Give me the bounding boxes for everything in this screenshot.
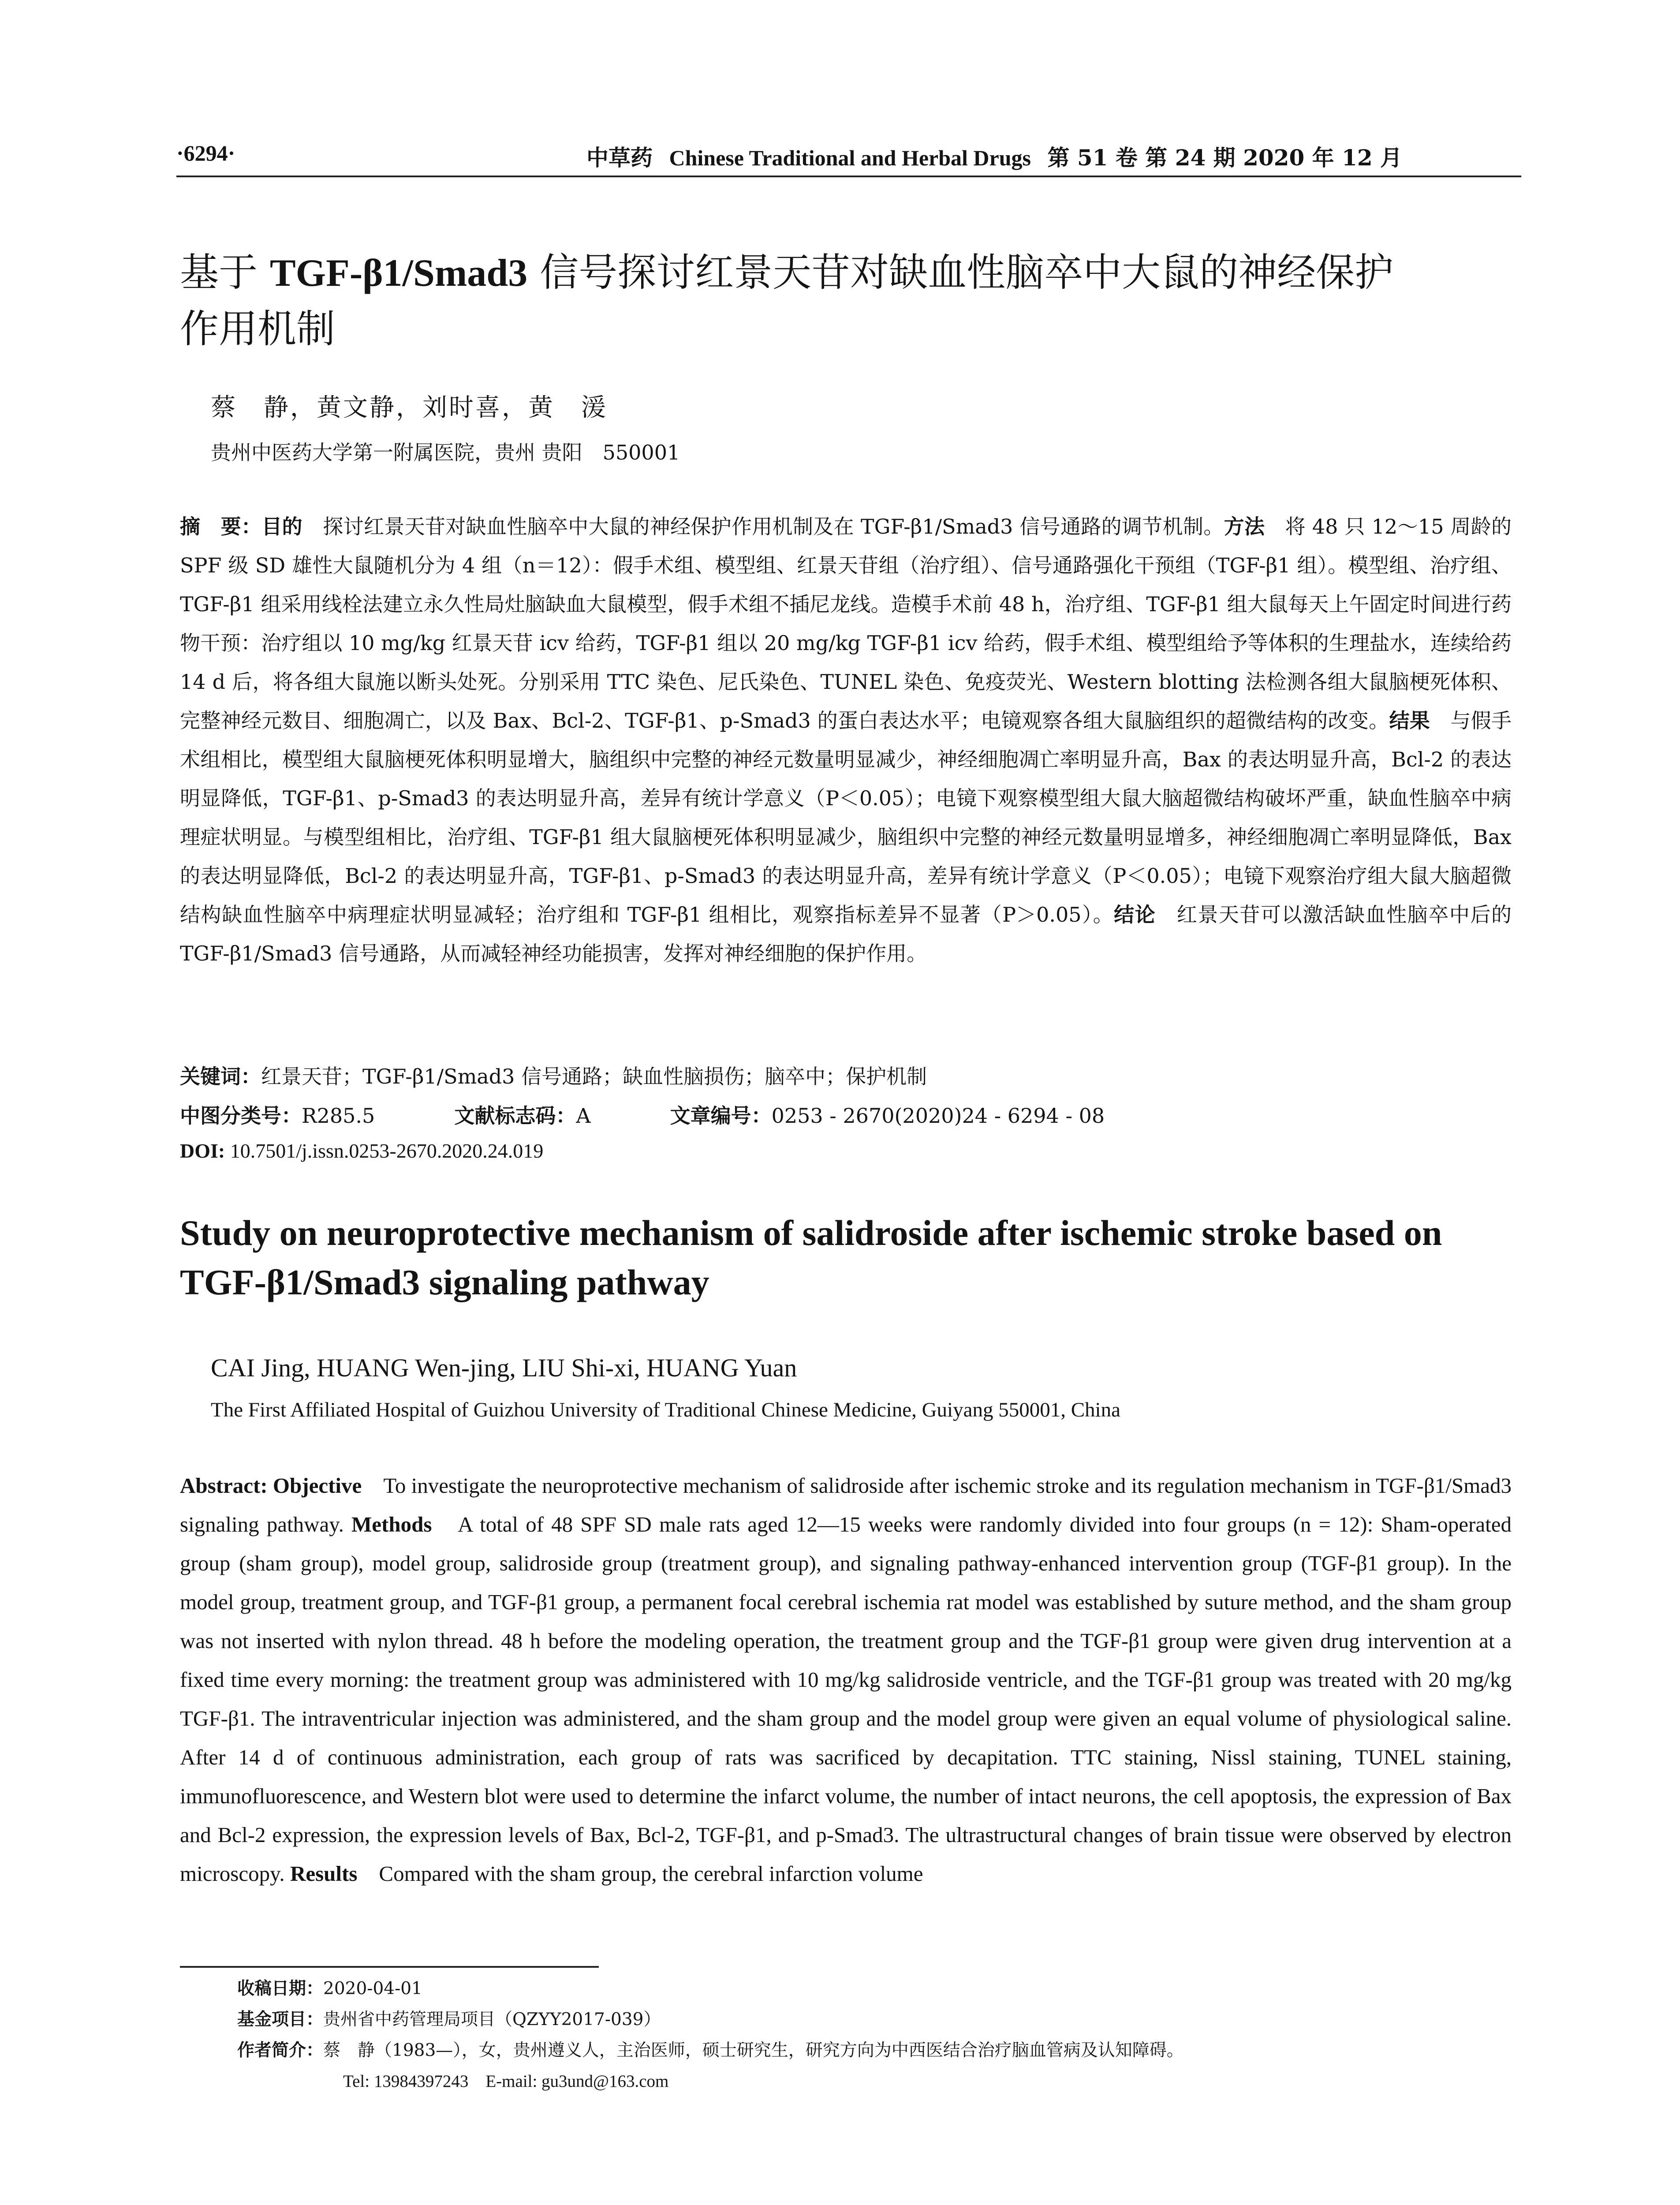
title-cn-part: 基于 <box>180 250 270 295</box>
author-bio-label: 作者简介： <box>237 2041 324 2060</box>
page-number: ·6294· <box>176 141 235 165</box>
journal-issue: 第 51 卷 第 24 期 2020 年 12 月 <box>1047 145 1403 171</box>
title-cn-latin: TGF-β1/Smad3 <box>269 252 528 295</box>
objective-label: 目的 <box>261 515 302 538</box>
doi-line <box>180 1139 543 1162</box>
keywords-line <box>180 1061 927 1090</box>
abstract-objective-label: Abstract: Objective <box>180 1473 362 1498</box>
footnote-rule <box>180 1966 599 1968</box>
journal-name-cn: 中草药 <box>586 145 653 171</box>
keywords-text: 红景天苷；TGF-β1/Smad3 信号通路；缺血性脑损伤；脑卒中；保护机制 <box>261 1065 927 1088</box>
keywords-label: 关键词： <box>180 1065 261 1088</box>
conclusion-label: 结论 <box>1114 903 1156 927</box>
footnote-author-bio <box>237 2037 1184 2061</box>
chinese-abstract <box>180 507 1512 973</box>
en-objective-text: To investigate the neuroprotective mechanism of salidroside after ischemic stroke and its regulation mechanism in TGF-β1/Smad3 signaling pathway. <box>180 1473 1512 1536</box>
en-methods-text: A total of 48 SPF SD male rats aged 12—15 weeks were randomly divided into four groups (n = 12): Sham-operated group (sham group), model group, salidroside group (treatment group), and signaling pathway-enhanced intervention group (TGF-β1 group). In the model group, treatment group, and TGF-β1 group, a permanent focal cerebral ischemia rat model was established by suture method, and the sham group was not inserted with nylon thread. 48 h before the modeling operation, the treatment group and the TGF-β1 group were given drug intervention at a fixed time every morning: the treatment group was administered with 10 mg/kg salidroside ventricle, and the TGF-β1 group was treated with 20 mg/kg TGF-β1. The intraventricular injection was administered, and the sham group and the model group were given an equal volume of physiological saline. After 14 d of continuous administration, each group of rats was sacrificed by decapitation. TTC staining, Nissl staining, TUNEL staining, immunofluorescence, and Western blot were used to determine the infarct volume, the number of intact neurons, the cell apoptosis, the expression of Bax and Bcl-2 expression, the expression levels of Bax, Bcl-2, TGF-β1, and p-Smad3. The ultrastructural changes of brain tissue were observed by electron microscopy. <box>180 1512 1512 1886</box>
en-methods-label: Methods <box>351 1512 432 1536</box>
doi-label: DOI: <box>180 1140 225 1162</box>
conclusion-text: 红景天苷可以激活缺血性脑卒中后的 TGF-β1/Smad3 信号通路，从而减轻神经功能损害，发挥对神经细胞的保护作用。 <box>180 903 1512 965</box>
article-no-label: 文章编号： <box>670 1104 772 1128</box>
abstract-label: 摘 要： <box>180 515 262 538</box>
clc-label: 中图分类号： <box>180 1104 302 1128</box>
classification-line <box>180 1100 1105 1129</box>
english-abstract <box>180 1466 1512 1893</box>
english-title: Study on neuroprotective mechanism of salidroside after ischemic stroke based on TGF-β1/Smad3 signaling pathway <box>180 1213 1442 1302</box>
methods-label: 方法 <box>1224 515 1265 538</box>
results-label: 结果 <box>1389 709 1430 733</box>
results-text: 与假手术组相比，模型组大鼠脑梗死体积明显增大，脑组织中完整的神经元数量明显减少，神经细胞凋亡率明显升高，Bax 的表达明显升高，Bcl-2 的表达明显降低，TGF-β1、p-Smad3 的表达明显升高，差异有统计学意义（P＜0.05）；电镜下观察模型组大鼠大脑超微结构破坏严重，缺血性脑卒中病理症状明显。与模型组相比，治疗组、TGF-β1 组大鼠脑梗死体积明显减少，脑组织中完整的神经元数量明显增多，神经细胞凋亡率明显降低，Bax 的表达明显降低，Bcl-2 的表达明显升高，TGF-β1、p-Smad3 的表达明显升高，差异有统计学意义（P＜0.05）；电镜下观察治疗组大鼠大脑超微结构缺血性脑卒中病理症状明显减轻；治疗组和 TGF-β1 组相比，观察指标差异不显著（P＞0.05）。 <box>180 709 1512 927</box>
running-header <box>176 140 1521 176</box>
fund-text: 贵州省中药管理局项目（QZYY2017-039） <box>323 2010 661 2029</box>
header-rule <box>176 176 1521 177</box>
chinese-authors: 蔡 静，黄文静，刘时喜，黄 湲 <box>211 393 608 422</box>
fund-label: 基金项目： <box>237 2010 324 2029</box>
en-results-text: Compared with the sham group, the cerebral infarction volume <box>357 1861 923 1886</box>
english-authors: CAI Jing, HUANG Wen-jing, LIU Shi-xi, HUANG Yuan <box>211 1353 797 1382</box>
footnote-fund <box>237 2006 661 2030</box>
doc-code-label: 文献标志码： <box>454 1104 576 1128</box>
footnote-contact: Tel: 13984397243 E-mail: gu3und@163.com <box>343 2072 669 2091</box>
received-date: 2020-04-01 <box>323 1979 422 1999</box>
title-cn-line2: 作用机制 <box>180 306 336 351</box>
chinese-title <box>180 245 1503 357</box>
author-bio-text: 蔡 静（1983—），女，贵州遵义人，主治医师，硕士研究生，研究方向为中西医结合治疗脑血管病及认知障碍。 <box>323 2041 1184 2060</box>
chinese-affiliation: 贵州中医药大学第一附属医院，贵州 贵阳 550001 <box>211 441 680 464</box>
doi-value[interactable]: 10.7501/j.issn.0253-2670.2020.24.019 <box>225 1140 544 1162</box>
doc-code-value: A <box>576 1104 591 1128</box>
methods-text: 将 48 只 12～15 周龄的 SPF 级 SD 雄性大鼠随机分为 4 组（n＝12）：假手术组、模型组、红景天苷组（治疗组）、信号通路强化干预组（TGF-β1 组）。模型组、治疗组、TGF-β1 组采用线栓法建立永久性局灶脑缺血大鼠模型，假手术组不插尼龙线。造模手术前 48 h，治疗组、TGF-β1 组大鼠每天上午固定时间进行药物干预：治疗组以 10 mg/kg 红景天苷 icv 给药，TGF-β1 组以 20 mg/kg TGF-β1 icv 给药，假手术组、模型组给予等体积的生理盐水，连续给药 14 d 后，将各组大鼠施以断头处死。分别采用 TTC 染色、尼氏染色、TUNEL 染色、免疫荧光、Western blotting 法检测各组大鼠脑梗死体积、完整神经元数目、细胞凋亡，以及 Bax、Bcl-2、TGF-β1、p-Smad3 的蛋白表达水平；电镜观察各组大鼠脑组织的超微结构的改变。 <box>180 515 1512 733</box>
footnote-received <box>237 1975 422 1999</box>
english-affiliation: The First Affiliated Hospital of Guizhou University of Traditional Chinese Medicine, Guiyang 550001, China <box>211 1398 1120 1421</box>
journal-title <box>586 140 1402 172</box>
objective-text: 探讨红景天苷对缺血性脑卒中大鼠的神经保护作用机制及在 TGF-β1/Smad3 信号通路的调节机制。 <box>302 515 1224 538</box>
clc-value: R285.5 <box>302 1104 375 1128</box>
en-results-label: Results <box>290 1861 358 1886</box>
received-label: 收稿日期： <box>237 1979 324 1999</box>
journal-name-en: Chinese Traditional and Herbal Drugs <box>669 146 1031 170</box>
title-cn-part: 信号探讨红景天苷对缺血性脑卒中大鼠的神经保护 <box>527 250 1394 295</box>
article-no-value: 0253 - 2670(2020)24 - 6294 - 08 <box>771 1104 1105 1128</box>
